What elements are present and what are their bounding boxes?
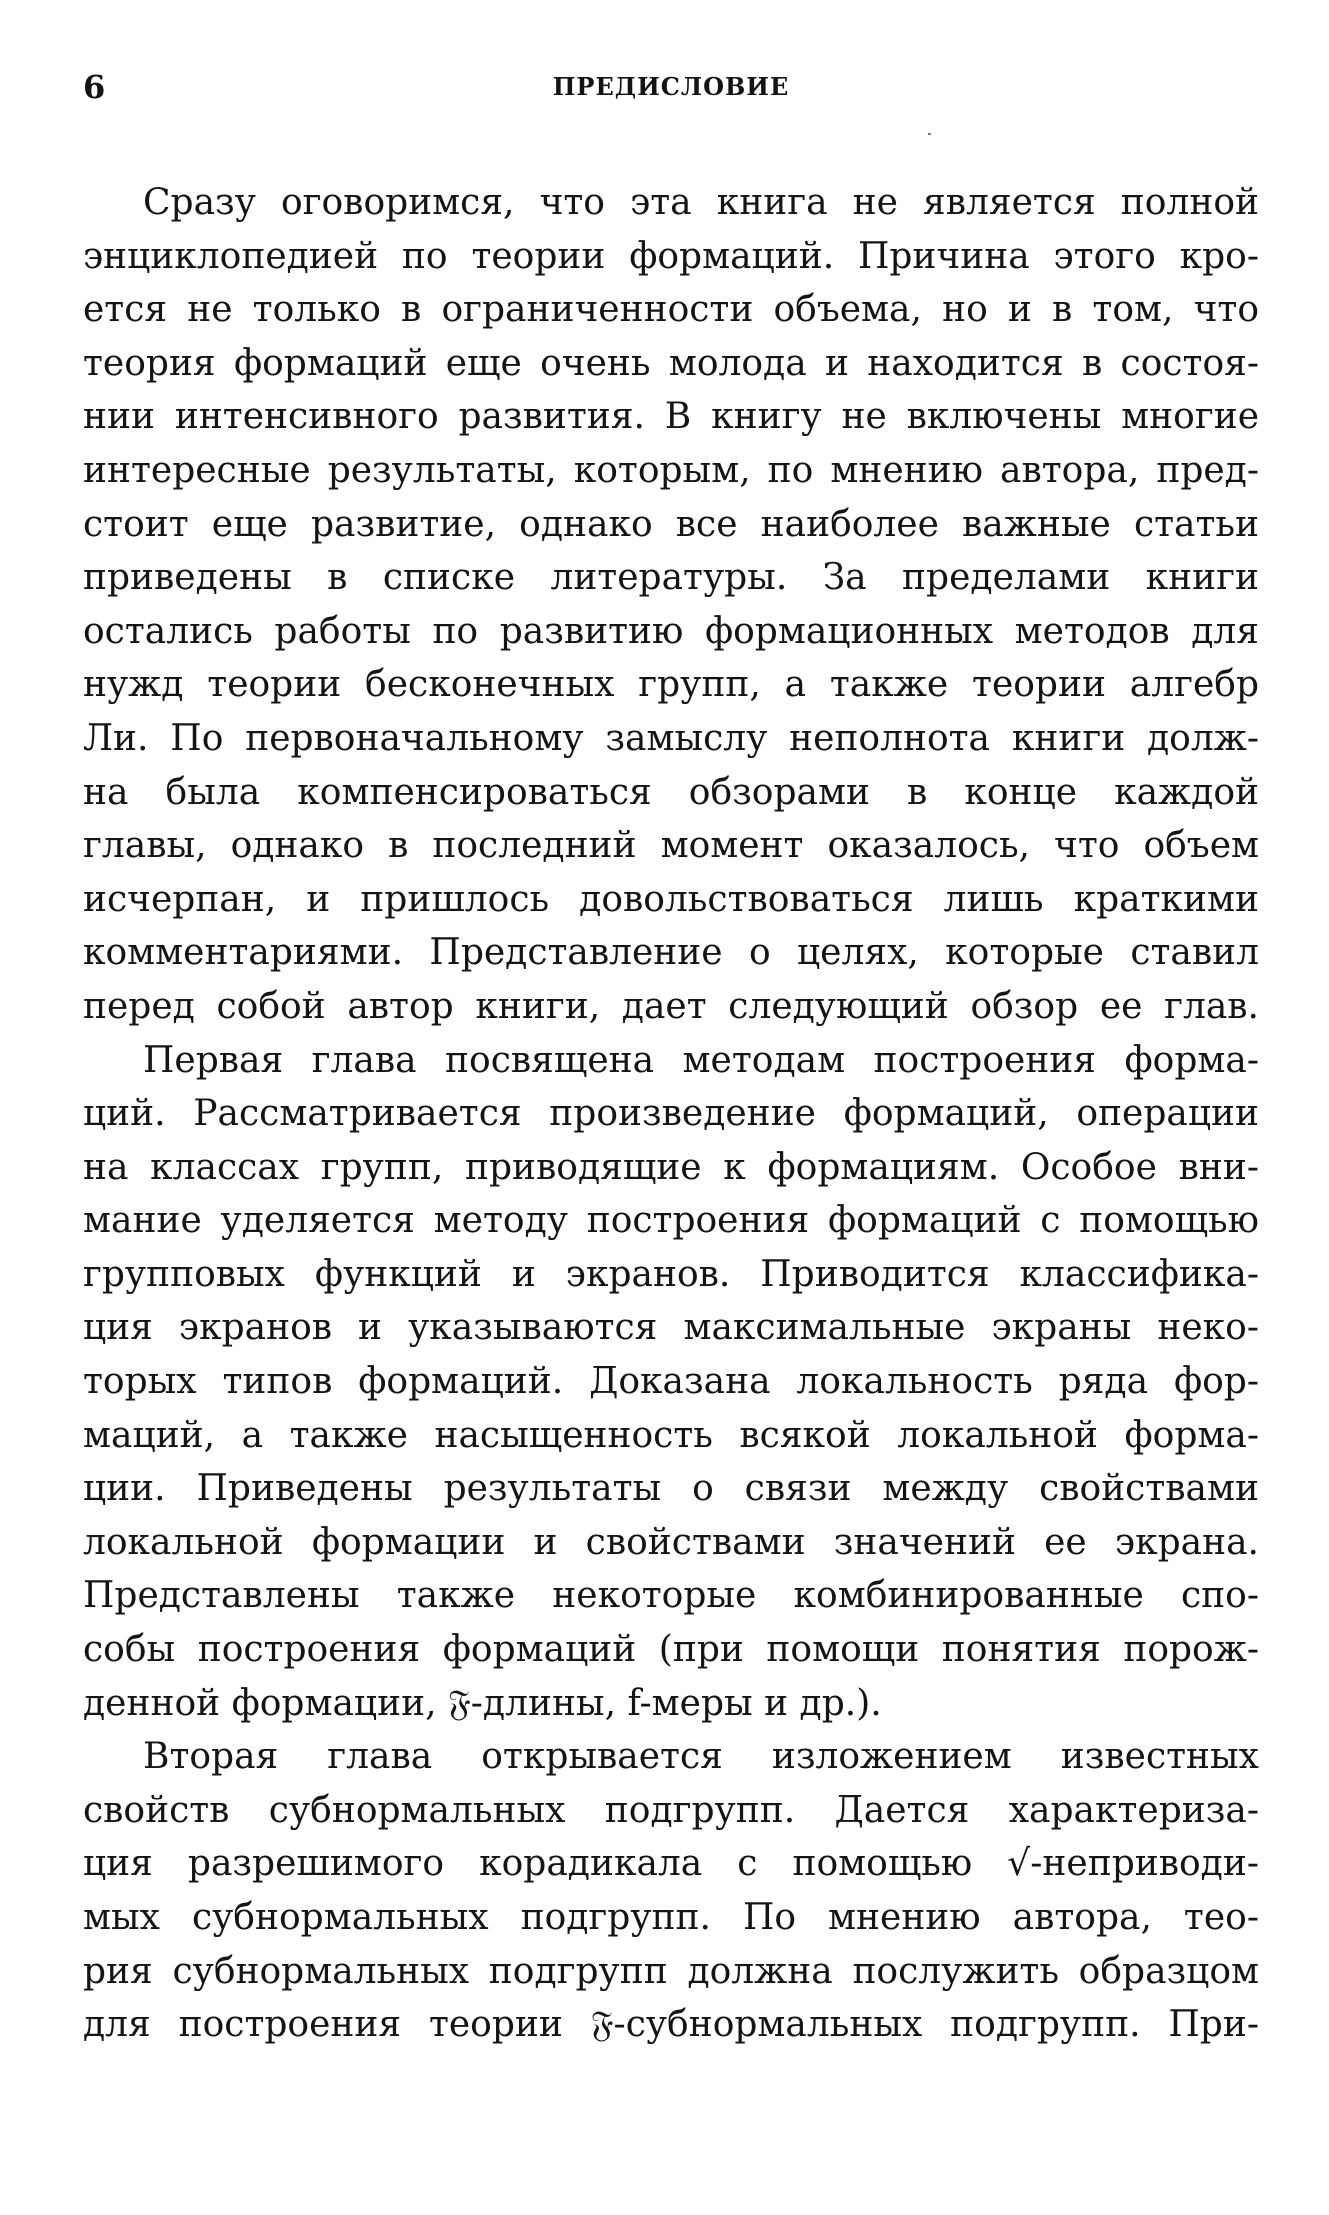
text-line: свойств субнормальных подгрупп. Дается характериза- (83, 1789, 1259, 1831)
page-number: 6 (83, 68, 106, 106)
paragraph-3 (83, 1730, 1259, 2052)
text-line: ций. Рассматривается произведение формаций, операции (83, 1093, 1259, 1135)
text-line: интересные результаты, которым, по мнению автора, пред- (83, 449, 1259, 491)
text-line: ции. Приведены результаты о связи между свойствами (83, 1468, 1259, 1510)
text-line: стоит еще развитие, однако все наиболее важные статьи (83, 503, 1259, 545)
text-line: Вторая глава открывается изложением известных (143, 1736, 1259, 1778)
text-line: локальной формации и свойствами значений ее экрана. (83, 1521, 1259, 1563)
text-line: приведены в списке литературы. За пределами книги (83, 557, 1259, 599)
text-line: остались работы по развитию формационных методов для (83, 610, 1259, 652)
text-line: комментариями. Представление о целях, которые ставил (83, 932, 1259, 974)
text-line: для построения теории 𝔉-субнормальных подгрупп. При- (83, 2004, 1259, 2046)
paragraph-1 (83, 176, 1259, 1034)
text-line: главы, однако в последний момент оказалось, что объем (83, 825, 1259, 867)
text-line: на была компенсироваться обзорами в конце каждой (83, 771, 1259, 813)
paragraph-2 (83, 1034, 1259, 1731)
text-line: Представлены также некоторые комбинированные спо- (83, 1575, 1259, 1617)
text-line: маций, а также насыщенность всякой локальной форма- (83, 1414, 1259, 1456)
text-line: собы построения формаций (при помощи понятия порож- (83, 1629, 1259, 1671)
text-line: рия субнормальных подгрупп должна послужить образцом (83, 1950, 1259, 1992)
text-line: нии интенсивного развития. В книгу не включены многие (83, 396, 1259, 438)
print-speck (928, 133, 931, 135)
text-line: энциклопедией по теории формаций. Причина этого кро- (83, 235, 1259, 277)
text-line: исчерпан, и пришлось довольствоваться лишь краткими (83, 878, 1259, 920)
text-line: торых типов формаций. Доказана локальность ряда фор- (83, 1361, 1259, 1403)
text-line: денной формации, 𝔉-длины, f-меры и др.). (83, 1682, 882, 1724)
text-line: мых субнормальных подгрупп. По мнению автора, тео- (83, 1897, 1259, 1938)
text-line: ется не только в ограниченности объема, но и в том, что (83, 289, 1259, 331)
text-line: Первая глава посвящена методам построения форма- (143, 1039, 1259, 1081)
text-line: на классах групп, приводящие к формациям. Особое вни- (83, 1146, 1259, 1188)
text-line: Ли. По первоначальному замыслу неполнота книги долж- (83, 717, 1259, 759)
page-header (83, 68, 1259, 108)
text-line: ция разрешимого корадикала с помощью √-неприводи- (83, 1843, 1259, 1885)
text-line: Сразу оговоримся, что эта книга не является полной (143, 182, 1259, 223)
text-line: ция экранов и указываются максимальные экраны неко- (83, 1307, 1259, 1349)
running-head: ПРЕДИСЛОВИЕ (552, 72, 790, 101)
body-text (83, 176, 1259, 2052)
text-line: мание уделяется методу построения формаций с помощью (83, 1200, 1259, 1242)
text-line: групповых функций и экранов. Приводится классифика- (83, 1253, 1259, 1295)
text-line: нужд теории бесконечных групп, а также теории алгебр (83, 664, 1259, 706)
text-line: перед собой автор книги, дает следующий обзор ее глав. (83, 985, 1259, 1027)
text-line: теория формаций еще очень молода и находится в состоя- (83, 342, 1259, 384)
